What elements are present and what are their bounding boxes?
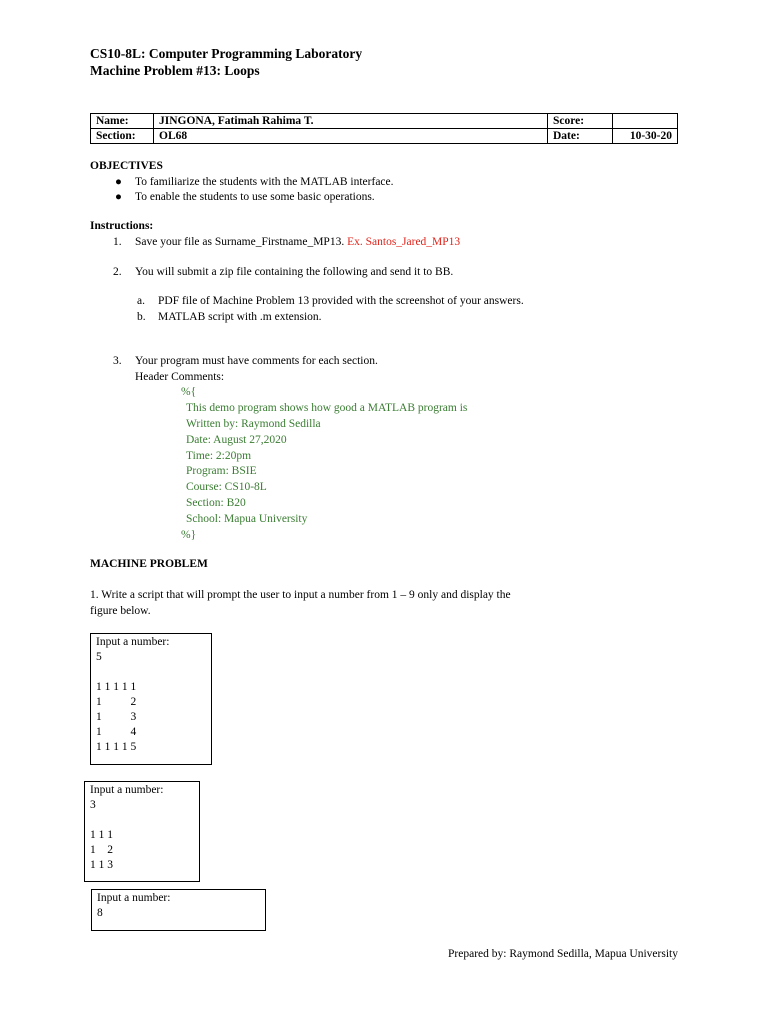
- comment-line: Course: CS10-8L: [186, 481, 267, 493]
- objective-item: To enable the students to use some basic operations.: [135, 191, 375, 203]
- prepared-by-footer: Prepared by: Raymond Sedilla, Mapua University: [448, 948, 678, 960]
- example-output-box-3: [91, 889, 266, 931]
- date-value: 10-30-20: [613, 129, 678, 144]
- sub-item-b: MATLAB script with .m extension.: [158, 311, 322, 323]
- comment-line: School: Mapua University: [186, 513, 308, 525]
- output-line: 1 4: [96, 726, 137, 738]
- filename-example: Ex. Santos_Jared_MP13: [347, 236, 461, 248]
- comment-line: Program: BSIE: [186, 465, 257, 477]
- output-line: 1 2: [90, 844, 113, 856]
- list-number: 1.: [113, 236, 122, 248]
- section-label: Section:: [91, 129, 154, 144]
- output-line: [96, 665, 206, 680]
- output-line: 1 1 3: [90, 859, 113, 871]
- comment-line: Written by: Raymond Sedilla: [186, 418, 321, 430]
- comment-close: %}: [181, 529, 197, 541]
- output-line: 1 1 1: [90, 829, 113, 841]
- score-value: [613, 114, 678, 129]
- machine-problem-heading: MACHINE PROBLEM: [90, 558, 208, 570]
- name-value: JINGONA, Fatimah Rahima T.: [154, 114, 548, 129]
- instruction-item-1: [135, 236, 460, 248]
- list-number: 3.: [113, 355, 122, 367]
- problem-text-line: figure below.: [90, 605, 151, 617]
- bullet-icon: ●: [115, 191, 122, 203]
- table-row: [91, 129, 678, 144]
- sub-list-label: a.: [137, 295, 145, 307]
- student-info-table: [90, 113, 678, 144]
- comment-line: This demo program shows how good a MATLAB program is: [186, 402, 468, 414]
- sub-list-label: b.: [137, 311, 146, 323]
- comment-line: Date: August 27,2020: [186, 434, 287, 446]
- output-line: 3: [90, 799, 96, 811]
- output-line: 1 1 1 1 5: [96, 741, 137, 753]
- output-line: [90, 813, 194, 828]
- header-comments-label: Header Comments:: [135, 371, 225, 383]
- example-output-box-2: [84, 781, 200, 882]
- objectives-heading: OBJECTIVES: [90, 160, 163, 172]
- comment-line: Section: B20: [186, 497, 246, 509]
- section-value: OL68: [154, 129, 548, 144]
- instruction-item-2: You will submit a zip file containing the following and send it to BB.: [135, 266, 454, 278]
- output-line: 5: [96, 651, 102, 663]
- name-label: Name:: [91, 114, 154, 129]
- table-row: [91, 114, 678, 129]
- date-label: Date:: [548, 129, 613, 144]
- list-number: 2.: [113, 266, 122, 278]
- example-output-box-1: [90, 633, 212, 765]
- instructions-heading: Instructions:: [90, 220, 154, 232]
- output-line: Input a number:: [97, 892, 171, 904]
- course-title: CS10-8L: Computer Programming Laboratory: [90, 46, 363, 61]
- output-line: 8: [97, 907, 103, 919]
- output-line: 1 1 1 1 1: [96, 681, 137, 693]
- instruction-item-3: Your program must have comments for each section.: [135, 355, 378, 367]
- instruction-text: Save your file as Surname_Firstname_MP13.: [135, 236, 345, 248]
- bullet-icon: ●: [115, 176, 122, 188]
- score-label: Score:: [548, 114, 613, 129]
- output-line: Input a number:: [90, 784, 164, 796]
- comment-line: Time: 2:20pm: [186, 450, 252, 462]
- problem-title: Machine Problem #13: Loops: [90, 63, 260, 78]
- output-line: 1 3: [96, 711, 137, 723]
- objective-item: To familiarize the students with the MATLAB interface.: [135, 176, 394, 188]
- output-line: 1 2: [96, 696, 137, 708]
- problem-text-line: 1. Write a script that will prompt the user to input a number from 1 – 9 only and display the: [90, 589, 511, 601]
- sub-item-a: PDF file of Machine Problem 13 provided with the screenshot of your answers.: [158, 295, 524, 307]
- output-line: Input a number:: [96, 636, 170, 648]
- comment-open: %{: [181, 386, 197, 398]
